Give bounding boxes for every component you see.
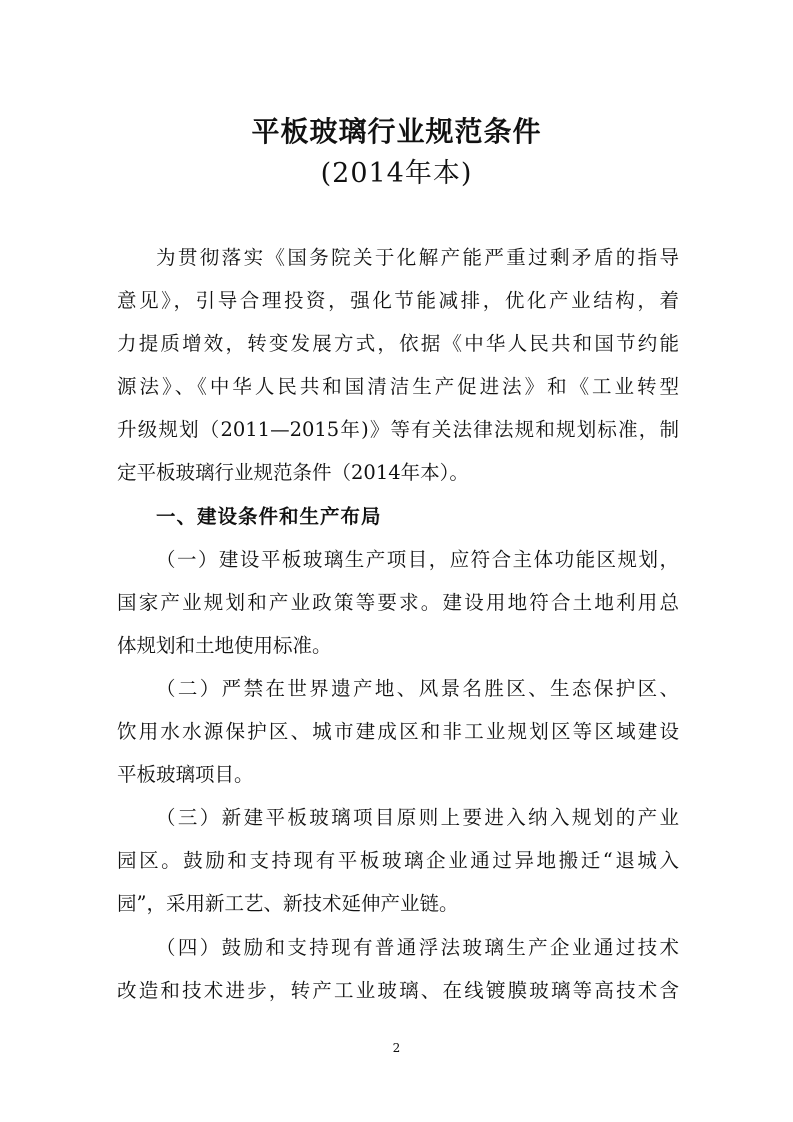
paragraph-line: 升级规划（2011—2015年)》等有关法律法规和规划标准，制 xyxy=(117,418,679,442)
paragraph-line: （三）新建平板玻璃项目原则上要进入纳入规划的产业 xyxy=(156,806,679,830)
document-title: 平板玻璃行业规范条件 xyxy=(251,115,542,148)
paragraph-line: 饮用水水源保护区、城市建成区和非工业规划区等区域建设 xyxy=(117,720,679,744)
page-number: 2 xyxy=(392,1041,401,1055)
paragraph-line: 意见》，引导合理投资，强化节能减排，优化产业结构，着 xyxy=(117,289,679,313)
paragraph-line: （二）严禁在世界遗产地、风景名胜区、生态保护区、 xyxy=(156,676,679,700)
document-subtitle: (2014年本) xyxy=(320,158,473,189)
paragraph-line: （四）鼓励和支持现有普通浮法玻璃生产企业通过技术 xyxy=(156,935,679,959)
paragraph-line: （一）建设平板玻璃生产项目，应符合主体功能区规划， xyxy=(156,547,679,571)
paragraph-line: 力提质增效，转变发展方式，依据《中华人民共和国节约能 xyxy=(117,332,679,356)
paragraph-line: 定平板玻璃行业规范条件（2014年本）。 xyxy=(117,461,469,485)
document-body xyxy=(117,236,679,1012)
paragraph-line: 园”，采用新工艺、新技术延伸产业链。 xyxy=(117,892,459,916)
paragraph-line: 为贯彻落实《国务院关于化解产能严重过剩矛盾的指导 xyxy=(156,246,679,269)
paragraph-line: 源法》、《中华人民共和国清洁生产促进法》和《工业转型 xyxy=(117,375,679,399)
paragraph-line: 体规划和土地使用标准。 xyxy=(117,633,332,657)
paragraph-line: 平板玻璃项目。 xyxy=(117,763,254,787)
section-heading: 一、建设条件和生产布局 xyxy=(156,504,382,528)
paragraph-line: 国家产业规划和产业政策等要求。建设用地符合土地利用总 xyxy=(117,590,679,614)
paragraph-line: 园区。鼓励和支持现有平板玻璃企业通过异地搬迁“退城入 xyxy=(117,849,679,873)
paragraph-line: 改造和技术进步，转产工业玻璃、在线镀膜玻璃等高技术含 xyxy=(117,978,679,1002)
